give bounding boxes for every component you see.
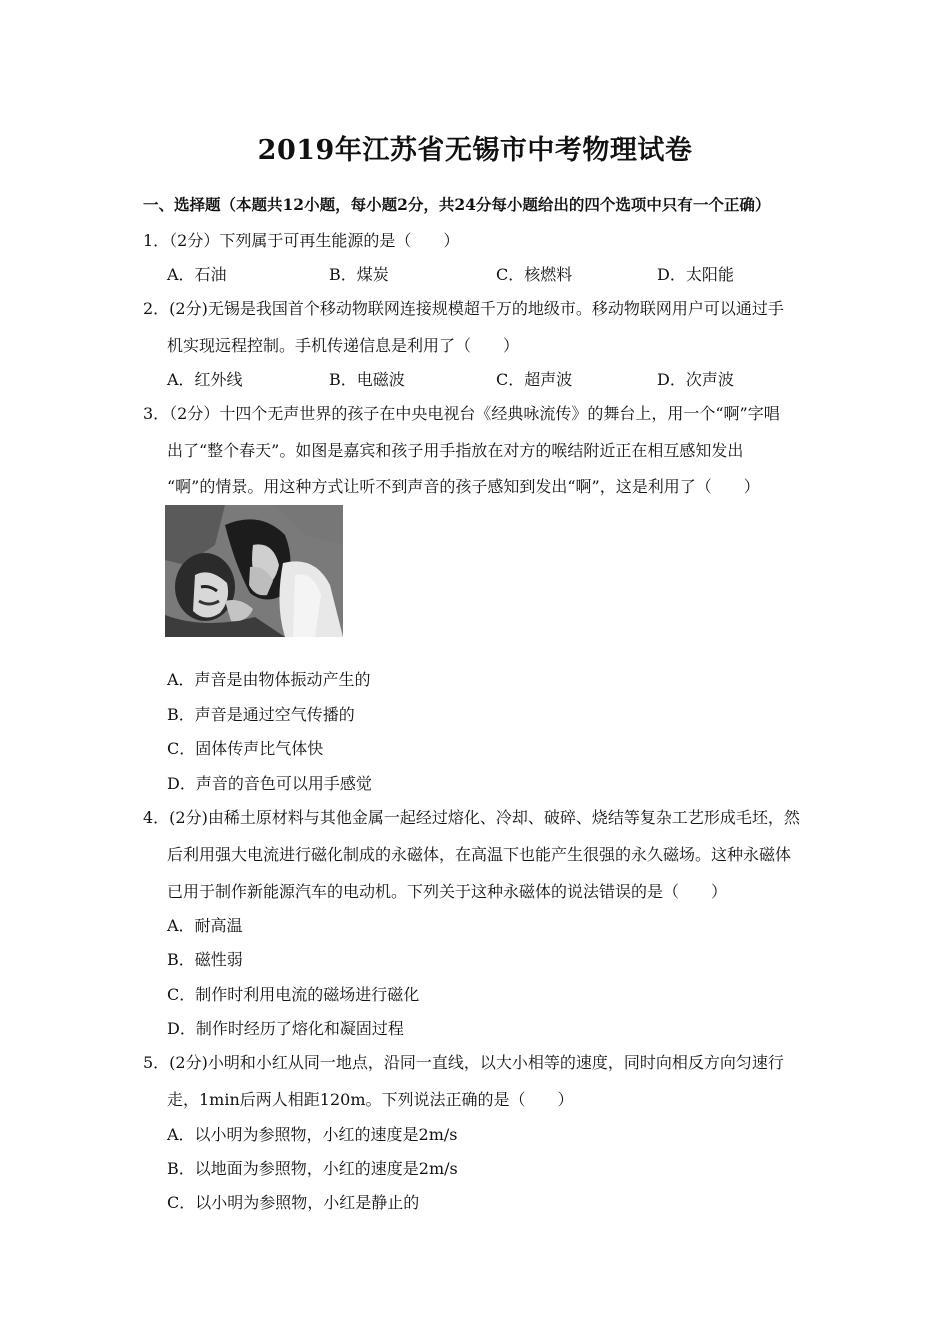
- section-heading: 一、选择题（本题共12小题，每小题2分，共24分每小题给出的四个选项中只有一个正确）: [143, 195, 771, 214]
- question-5-option-a: A．以小明为参照物，小红的速度是2m/s: [167, 1125, 458, 1144]
- question-4-text: 4．(2分)由稀土原材料与其他金属一起经过熔化、冷却、破碎、烧结等复杂工艺形成毛坯，然: [143, 808, 800, 827]
- question-3-option-a: A．声音是由物体振动产生的: [167, 670, 371, 689]
- question-4-option-a: A．耐高温: [167, 916, 243, 935]
- question-2-option-a: A．红外线: [167, 370, 243, 389]
- question-1-option-a: A．石油: [167, 265, 227, 284]
- question-2-option-d: D．次声波: [657, 370, 734, 389]
- question-5-text: 5．(2分)小明和小红从同一地点，沿同一直线，以大小相等的速度，同时向相反方向匀速行: [143, 1053, 784, 1072]
- question-5-text-cont: 走，1min后两人相距120m。下列说法正确的是（ ）: [167, 1090, 574, 1109]
- question-2-text: 2．(2分)无锡是我国首个移动物联网连接规模超千万的地级市。移动物联网用户可以通过手: [143, 299, 784, 318]
- question-1-option-b: B．煤炭: [329, 265, 389, 284]
- question-3-text-cont-1: 出了“整个春天”。如图是嘉宾和孩子用手指放在对方的喉结附近正在相互感知发出: [167, 441, 744, 460]
- question-2-option-b: B．电磁波: [329, 370, 405, 389]
- question-1-text: 1．（2分）下列属于可再生能源的是（ ）: [143, 231, 460, 250]
- page-title: 2019年江苏省无锡市中考物理试卷: [257, 135, 693, 166]
- question-3-option-c: C．固体传声比气体快: [167, 739, 324, 758]
- question-3-text-cont-2: “啊”的情景。用这种方式让听不到声音的孩子感知到发出“啊”，这是利用了（ ）: [167, 477, 760, 496]
- question-4-option-c: C．制作时利用电流的磁场进行磁化: [167, 985, 420, 1004]
- question-2-text-cont: 机实现远程控制。手机传递信息是利用了（ ）: [167, 336, 520, 355]
- question-4-text-cont-2: 已用于制作新能源汽车的电动机。下列关于这种永磁体的说法错误的是（ ）: [167, 882, 728, 901]
- question-3-photo: [165, 505, 343, 637]
- question-5-option-b: B．以地面为参照物，小红的速度是2m/s: [167, 1159, 458, 1178]
- question-1-option-d: D．太阳能: [657, 265, 734, 284]
- question-4-option-b: B．磁性弱: [167, 950, 243, 969]
- question-4-text-cont-1: 后利用强大电流进行磁化制成的永磁体，在高温下也能产生很强的永久磁场。这种永磁体: [167, 845, 792, 864]
- question-4-option-d: D．制作时经历了熔化和凝固过程: [167, 1019, 404, 1038]
- question-5-option-c: C．以小明为参照物，小红是静止的: [167, 1193, 420, 1212]
- question-3-option-d: D．声音的音色可以用手感觉: [167, 774, 372, 793]
- question-1-option-c: C．核燃料: [496, 265, 573, 284]
- question-3-option-b: B．声音是通过空气传播的: [167, 705, 355, 724]
- question-3-text: 3．（2分）十四个无声世界的孩子在中央电视台《经典咏流传》的舞台上，用一个“啊”字唱: [143, 404, 780, 423]
- question-2-option-c: C．超声波: [496, 370, 573, 389]
